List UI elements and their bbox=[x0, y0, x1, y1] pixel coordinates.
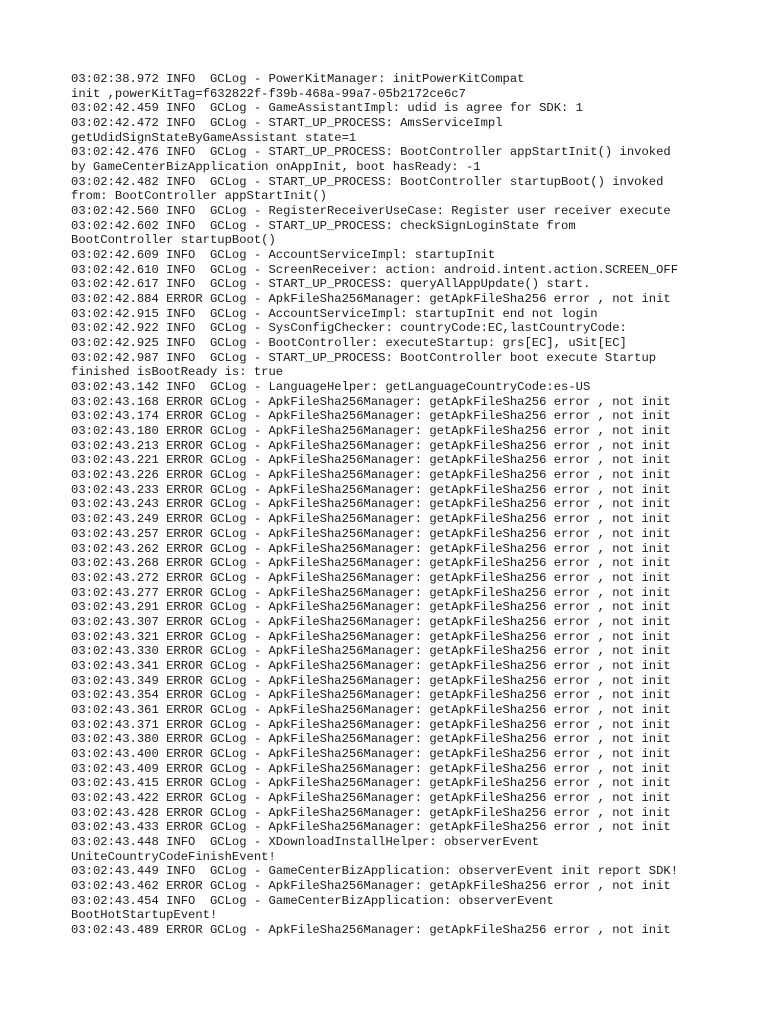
log-line: 03:02:43.277 ERROR GCLog - ApkFileSha256Manager: getApkFileSha256 error , not init bbox=[71, 585, 671, 600]
log-line: 03:02:43.433 ERROR GCLog - ApkFileSha256Manager: getApkFileSha256 error , not init bbox=[71, 820, 671, 835]
log-line: 03:02:42.609 INFO GCLog - AccountServiceImpl: startupInit bbox=[71, 248, 496, 263]
log-line: 03:02:43.341 ERROR GCLog - ApkFileSha256Manager: getApkFileSha256 error , not init bbox=[71, 658, 671, 673]
log-line: 03:02:43.422 ERROR GCLog - ApkFileSha256Manager: getApkFileSha256 error , not init bbox=[71, 790, 671, 805]
log-line: 03:02:43.449 INFO GCLog - GameCenterBizApplication: observerEvent init report SDK! bbox=[71, 864, 679, 879]
log-line: 03:02:42.617 INFO GCLog - START_UP_PROCESS: queryAllAppUpdate() start. bbox=[71, 277, 591, 292]
log-line: 03:02:43.321 ERROR GCLog - ApkFileSha256Manager: getApkFileSha256 error , not init bbox=[71, 629, 671, 644]
log-line: 03:02:43.415 ERROR GCLog - ApkFileSha256Manager: getApkFileSha256 error , not init bbox=[71, 776, 671, 791]
log-line: 03:02:43.257 ERROR GCLog - ApkFileSha256Manager: getApkFileSha256 error , not init bbox=[71, 526, 671, 541]
log-line: BootHotStartupEvent! bbox=[71, 908, 218, 923]
log-line: 03:02:43.400 ERROR GCLog - ApkFileSha256Manager: getApkFileSha256 error , not init bbox=[71, 746, 671, 761]
log-line: UniteCountryCodeFinishEvent! bbox=[71, 849, 276, 864]
log-line: 03:02:42.925 INFO GCLog - BootController: executeStartup: grs[EC], uSit[EC] bbox=[71, 336, 627, 351]
log-line: 03:02:43.307 ERROR GCLog - ApkFileSha256Manager: getApkFileSha256 error , not init bbox=[71, 614, 671, 629]
log-line: 03:02:42.476 INFO GCLog - START_UP_PROCESS: BootController appStartInit() invoked bbox=[71, 145, 671, 160]
log-line: 03:02:43.243 ERROR GCLog - ApkFileSha256Manager: getApkFileSha256 error , not init bbox=[71, 497, 671, 512]
log-line: BootController startupBoot() bbox=[71, 233, 276, 248]
log-line: 03:02:43.226 ERROR GCLog - ApkFileSha256Manager: getApkFileSha256 error , not init bbox=[71, 468, 671, 483]
log-line: finished isBootReady is: true bbox=[71, 365, 284, 380]
log-line: 03:02:42.459 INFO GCLog - GameAssistantImpl: udid is agree for SDK: 1 bbox=[71, 101, 583, 116]
log-line: 03:02:43.354 ERROR GCLog - ApkFileSha256Manager: getApkFileSha256 error , not init bbox=[71, 688, 671, 703]
log-line: 03:02:42.560 INFO GCLog - RegisterReceiverUseCase: Register user receiver execute bbox=[71, 204, 671, 219]
log-line: 03:02:42.602 INFO GCLog - START_UP_PROCESS: checkSignLoginState from bbox=[71, 218, 576, 233]
log-line: 03:02:43.428 ERROR GCLog - ApkFileSha256Manager: getApkFileSha256 error , not init bbox=[71, 805, 671, 820]
log-line: 03:02:43.330 ERROR GCLog - ApkFileSha256Manager: getApkFileSha256 error , not init bbox=[71, 644, 671, 659]
log-line: 03:02:42.482 INFO GCLog - START_UP_PROCESS: BootController startupBoot() invoked bbox=[71, 174, 664, 189]
log-line: from: BootController appStartInit() bbox=[71, 189, 327, 204]
log-line: getUdidSignStateByGameAssistant state=1 bbox=[71, 130, 357, 145]
log-line: 03:02:42.922 INFO GCLog - SysConfigChecker: countryCode:EC,lastCountryCode: bbox=[71, 321, 627, 336]
log-line: 03:02:42.987 INFO GCLog - START_UP_PROCESS: BootController boot execute Startup bbox=[71, 350, 657, 365]
log-line: 03:02:43.380 ERROR GCLog - ApkFileSha256Manager: getApkFileSha256 error , not init bbox=[71, 732, 671, 747]
log-line: 03:02:43.142 INFO GCLog - LanguageHelper: getLanguageCountryCode:es-US bbox=[71, 380, 591, 395]
log-line: 03:02:43.448 INFO GCLog - XDownloadInstallHelper: observerEvent bbox=[71, 834, 540, 849]
log-line: 03:02:43.462 ERROR GCLog - ApkFileSha256Manager: getApkFileSha256 error , not init bbox=[71, 878, 671, 893]
log-line: 03:02:42.472 INFO GCLog - START_UP_PROCESS: AmsServiceImpl bbox=[71, 116, 503, 131]
log-line: 03:02:42.884 ERROR GCLog - ApkFileSha256Manager: getApkFileSha256 error , not init bbox=[71, 292, 671, 307]
log-line: 03:02:42.915 INFO GCLog - AccountServiceImpl: startupInit end not login bbox=[71, 306, 598, 321]
log-line: 03:02:43.221 ERROR GCLog - ApkFileSha256Manager: getApkFileSha256 error , not init bbox=[71, 453, 671, 468]
log-line: 03:02:43.174 ERROR GCLog - ApkFileSha256Manager: getApkFileSha256 error , not init bbox=[71, 409, 671, 424]
log-line: 03:02:43.249 ERROR GCLog - ApkFileSha256Manager: getApkFileSha256 error , not init bbox=[71, 512, 671, 527]
log-text-block bbox=[71, 72, 761, 938]
log-line: 03:02:42.610 INFO GCLog - ScreenReceiver: action: android.intent.action.SCREEN_OFF bbox=[71, 262, 679, 277]
log-line: 03:02:43.371 ERROR GCLog - ApkFileSha256Manager: getApkFileSha256 error , not init bbox=[71, 717, 671, 732]
log-line: 03:02:38.972 INFO GCLog - PowerKitManager: initPowerKitCompat bbox=[71, 72, 525, 86]
log-line: 03:02:43.213 ERROR GCLog - ApkFileSha256Manager: getApkFileSha256 error , not init bbox=[71, 438, 671, 453]
log-line: 03:02:43.361 ERROR GCLog - ApkFileSha256Manager: getApkFileSha256 error , not init bbox=[71, 702, 671, 717]
log-line: 03:02:43.268 ERROR GCLog - ApkFileSha256Manager: getApkFileSha256 error , not init bbox=[71, 556, 671, 571]
log-line: 03:02:43.272 ERROR GCLog - ApkFileSha256Manager: getApkFileSha256 error , not init bbox=[71, 570, 671, 585]
log-line: 03:02:43.349 ERROR GCLog - ApkFileSha256Manager: getApkFileSha256 error , not init bbox=[71, 673, 671, 688]
log-line: 03:02:43.489 ERROR GCLog - ApkFileSha256Manager: getApkFileSha256 error , not init bbox=[71, 922, 671, 937]
log-line: init ,powerKitTag=f632822f-f39b-468a-99a7-05b2172ce6c7 bbox=[71, 86, 466, 101]
log-line: 03:02:43.262 ERROR GCLog - ApkFileSha256Manager: getApkFileSha256 error , not init bbox=[71, 541, 671, 556]
log-line: by GameCenterBizApplication onAppInit, boot hasReady: -1 bbox=[71, 160, 481, 175]
log-line: 03:02:43.454 INFO GCLog - GameCenterBizApplication: observerEvent bbox=[71, 893, 554, 908]
log-line: 03:02:43.291 ERROR GCLog - ApkFileSha256Manager: getApkFileSha256 error , not init bbox=[71, 600, 671, 615]
log-line: 03:02:43.168 ERROR GCLog - ApkFileSha256Manager: getApkFileSha256 error , not init bbox=[71, 394, 671, 409]
log-line: 03:02:43.409 ERROR GCLog - ApkFileSha256Manager: getApkFileSha256 error , not init bbox=[71, 761, 671, 776]
log-line: 03:02:43.233 ERROR GCLog - ApkFileSha256Manager: getApkFileSha256 error , not init bbox=[71, 482, 671, 497]
log-line: 03:02:43.180 ERROR GCLog - ApkFileSha256Manager: getApkFileSha256 error , not init bbox=[71, 424, 671, 439]
